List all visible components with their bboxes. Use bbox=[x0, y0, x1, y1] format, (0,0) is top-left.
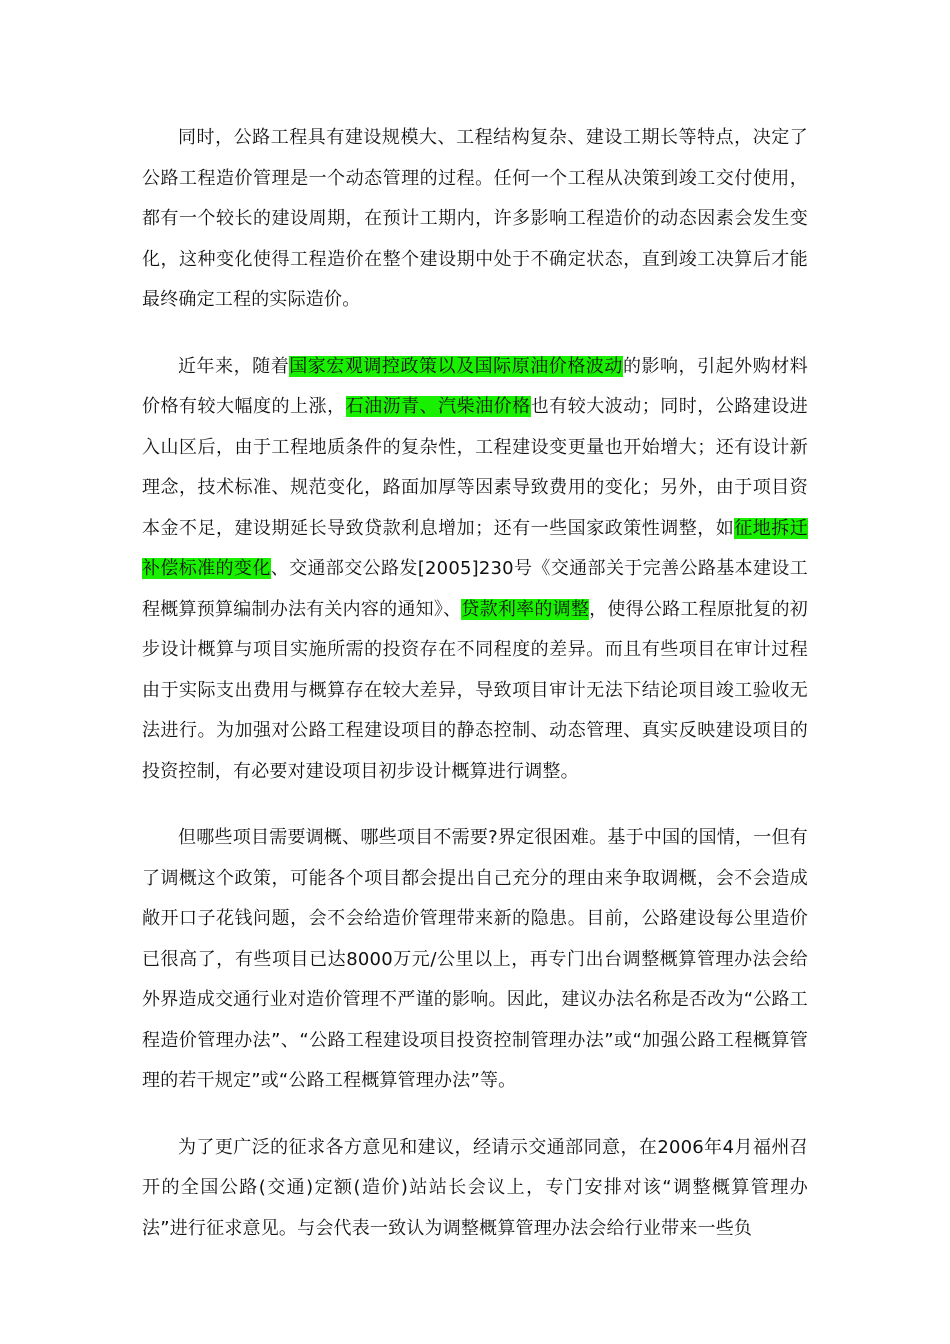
paragraph-4 bbox=[142, 1128, 808, 1250]
highlighted-text: 贷款利率的调整 bbox=[461, 598, 590, 620]
text-run: 、交通部交公路发[2005]230号《交通部关于完善公路基本建设工程概算预算编制办法有关内容的通知》、 bbox=[142, 558, 809, 620]
paragraph-1 bbox=[142, 118, 808, 321]
text-run: 也有较大波动；同时，公路建设进入山区后，由于工程地质条件的复杂性，工程建设变更量也开始增大；还有设计新理念，技术标准、规范变化，路面加厚等因素导致费用的变化；另外，由于项目资本金不足，建设期延长导致贷款利息增加；还有一些国家政策性调整，如 bbox=[142, 396, 809, 539]
text-run: 同时，公路工程具有建设规模大、工程结构复杂、建设工期长等特点，决定了公路工程造价管理是一个动态管理的过程。任何一个工程从决策到竣工交付使用，都有一个较长的建设周期，在预计工期内，许多影响工程造价的动态因素会发生变化，这种变化使得工程造价在整个建设期中处于不确定状态，直到竣工决算后才能最终确定工程的实际造价。 bbox=[142, 127, 808, 310]
highlighted-text: 国家宏观调控政策以及国际原油价格波动 bbox=[289, 355, 623, 377]
paragraph-3 bbox=[142, 818, 808, 1102]
document-body bbox=[142, 118, 808, 1275]
highlighted-text: 石油沥青、汽柴油价格 bbox=[345, 396, 531, 417]
text-run: 的影响，引起外购材料价格有较大幅度的上涨， bbox=[142, 355, 808, 417]
text-run: 为了更广泛的征求各方意见和建议，经请示交通部同意，在2006年4月福州召开的全国公路(交通)定额(造价)站站长会议上，专门安排对该“调整概算管理办法”进行征求意见。与会代表一致认为调整概算管理办法会给行业带来一些负 bbox=[142, 1136, 808, 1239]
paragraph-2 bbox=[142, 347, 808, 793]
text-run: 近年来，随着 bbox=[178, 355, 290, 377]
text-run: ，使得公路工程原批复的初步设计概算与项目实施所需的投资存在不同程度的差异。而且有些项目在审计过程由于实际支出费用与概算存在较大差异，导致项目审计无法下结论项目竣工验收无法进行。为加强对公路工程建设项目的静态控制、动态管理、真实反映建设项目的投资控制，有必要对建设项目初步设计概算进行调整。 bbox=[142, 598, 808, 782]
highlighted-text: 征地拆迁补偿标准的变化 bbox=[142, 517, 808, 579]
text-run: 但哪些项目需要调概、哪些项目不需要?界定很困难。基于中国的国情，一但有了调概这个政策，可能各个项目都会提出自己充分的理由来争取调概，会不会造成敞开口子花钱问题，会不会给造价管理带来新的隐患。目前，公路建设每公里造价已很高了，有些项目已达8000万元/公里以上，再专门出台调整概算管理办法会给外界造成交通行业对造价管理不严谨的影响。因此，建议办法名称是否改为“公路工程造价管理办法”、“公路工程建设项目投资控制管理办法”或“加强公路工程概算管理的若干规定”或“公路工程概算管理办法”等。 bbox=[142, 827, 808, 1091]
